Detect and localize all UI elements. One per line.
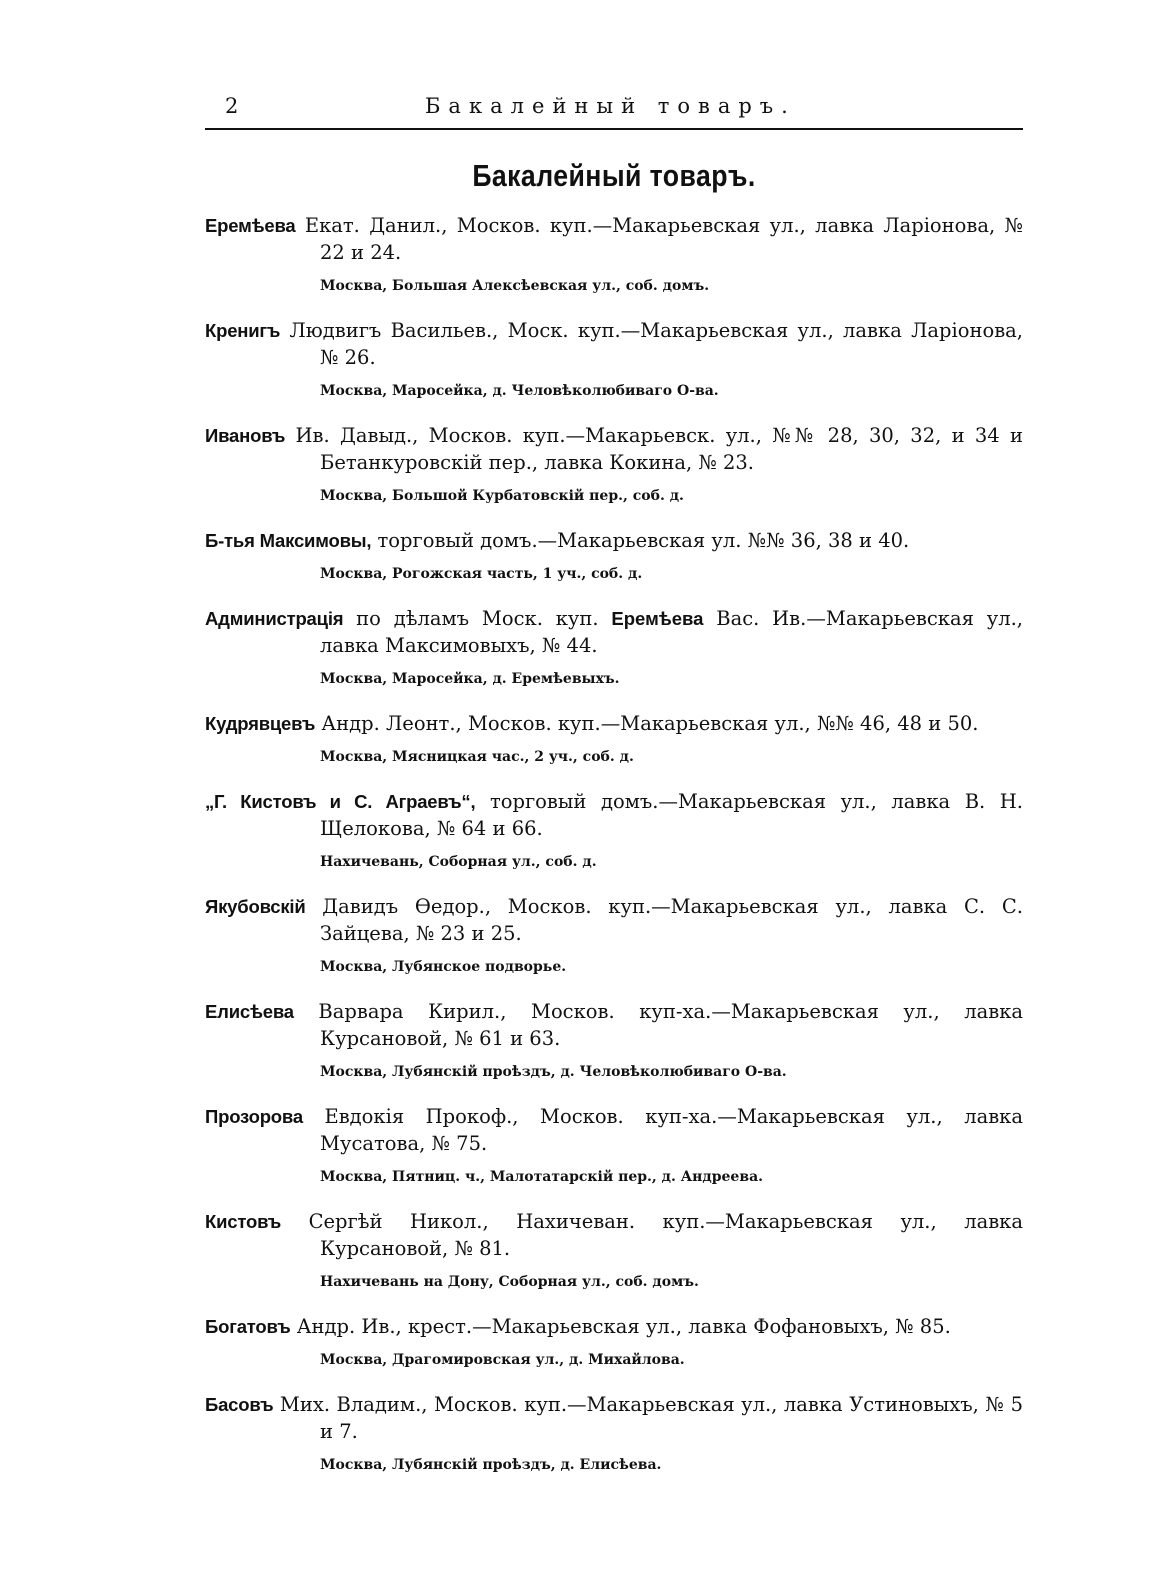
entry-address: Москва, Маросейка, д. Еремѣевыхъ. [320,671,620,687]
list-item [205,998,1023,1082]
entry-address: Москва, Маросейка, д. Человѣколюбиваго О-ва. [320,383,719,399]
list-item [205,527,1023,584]
entry-text: Вас. Ив.—Макарьевская ул., лавка Максимовыхъ, № 44. [320,607,1023,657]
entry-address: Москва, Пятниц. ч., Малотатарскій пер., д. Андреева. [320,1169,764,1185]
list-item [205,1103,1023,1187]
merchant-name: Ивановъ [205,425,286,446]
entry-text: Мих. Владим., Москов. куп.—Макарьевская ул., лавка Устиновыхъ, № 5 и 7. [279,1393,1023,1443]
list-item [205,605,1023,689]
entry-main [205,1103,1023,1157]
entry-main [205,788,1023,842]
entry-text-before: по дѣламъ Моск. куп. [356,607,599,630]
entry-address: Москва, Большой Курбатовскій пер., соб. д. [320,488,684,504]
list-item [205,1313,1023,1370]
entry-text: Ив. Давыд., Москов. куп.—Макарьевск. ул., №№ 28, 30, 32, и 34 и Бетанкуровскій пер., лавка Кокина, № 23. [295,424,1024,474]
entry-main [205,1313,1023,1340]
entry-main [205,710,1023,737]
merchant-name: Басовъ [205,1394,274,1415]
running-header [205,88,1023,130]
list-item [205,422,1023,506]
entry-address: Москва, Большая Алексѣевская ул., соб. домъ. [320,278,710,294]
list-item [205,710,1023,767]
entry-main [205,893,1023,947]
entry-main [205,422,1023,476]
list-item [205,893,1023,977]
merchant-name: Кудрявцевъ [205,713,316,734]
entry-main [205,527,1023,554]
entry-text: торговый домъ.—Макарьевская ул., лавка В. Н. Щелокова, № 64 и 66. [320,790,1023,840]
entry-main [205,1208,1023,1262]
section-title: Бакалейный товаръ. [472,158,756,193]
merchant-name: Богатовъ [205,1316,291,1337]
merchant-name: Якубовскій [205,896,306,917]
running-title: Бакалейный товаръ. [425,94,796,118]
entry-text: Евдокія Прокоф., Москов. куп-ха.—Макарьевская ул., лавка Мусатова, № 75. [320,1105,1023,1155]
entry-main [205,317,1023,371]
entry-text: Людвигъ Васильев., Моск. куп.—Макарьевская ул., лавка Ларіонова, № 26. [289,319,1023,369]
list-item [205,212,1023,296]
entry-main [205,1391,1023,1445]
merchant-name: Елисѣева [205,1001,294,1022]
page-number: 2 [225,94,239,118]
list-item [205,788,1023,872]
entry-text: Варвара Кирил., Москов. куп-ха.—Макарьевская ул., лавка Курсановой, № 61 и 63. [318,1000,1024,1050]
merchant-name: Администрація [205,608,344,629]
entry-address: Москва, Мясницкая час., 2 уч., соб. д. [320,749,634,765]
entry-address: Москва, Лубянское подворье. [320,959,567,975]
entry-text: Давидъ Ѳедор., Москов. куп.—Макарьевская ул., лавка С. С. Зайцева, № 23 и 25. [320,895,1023,945]
merchant-name: Б-тья Максимовы, [205,530,372,551]
merchant-name: Кистовъ [205,1211,282,1232]
entry-address: Москва, Лубянскій проѣздъ, д. Человѣколюбиваго О-ва. [320,1064,787,1080]
inner-merchant-name: Еремѣева [611,608,704,629]
entry-address: Нахичевань на Дону, Соборная ул., соб. домъ. [320,1274,699,1290]
merchant-name: Кренигъ [205,320,281,341]
entry-address: Москва, Рогожская часть, 1 уч., соб. д. [320,566,643,582]
entries-list [205,212,1023,1475]
entry-main [205,605,1023,659]
entry-main [205,212,1023,266]
merchant-name: „Г. Кистовъ и С. Аграевъ“, [205,791,476,812]
list-item [205,1208,1023,1292]
merchant-name: Прозорова [205,1106,303,1127]
merchant-name: Еремѣева [205,215,296,236]
entry-address: Москва, Драгомировская ул., д. Михайлова. [320,1352,685,1368]
entry-text: Андр. Леонт., Москов. куп.—Макарьевская ул., №№ 46, 48 и 50. [321,712,979,735]
entry-address: Нахичевань, Соборная ул., соб. д. [320,854,597,870]
entry-address: Москва, Лубянскій проѣздъ, д. Елисѣева. [320,1457,662,1473]
list-item [205,1391,1023,1475]
entry-text: Андр. Ив., крест.—Макарьевская ул., лавка Фофановыхъ, № 85. [296,1315,951,1338]
entry-text: Екат. Данил., Москов. куп.—Макарьевская ул., лавка Ларіонова, № 22 и 24. [304,214,1023,264]
entry-text: Сергѣй Никол., Нахичеван. куп.—Макарьевская ул., лавка Курсановой, № 81. [308,1210,1023,1260]
entry-text: торговый домъ.—Макарьевская ул. №№ 36, 38 и 40. [377,529,910,552]
entry-main [205,998,1023,1052]
list-item [205,317,1023,401]
